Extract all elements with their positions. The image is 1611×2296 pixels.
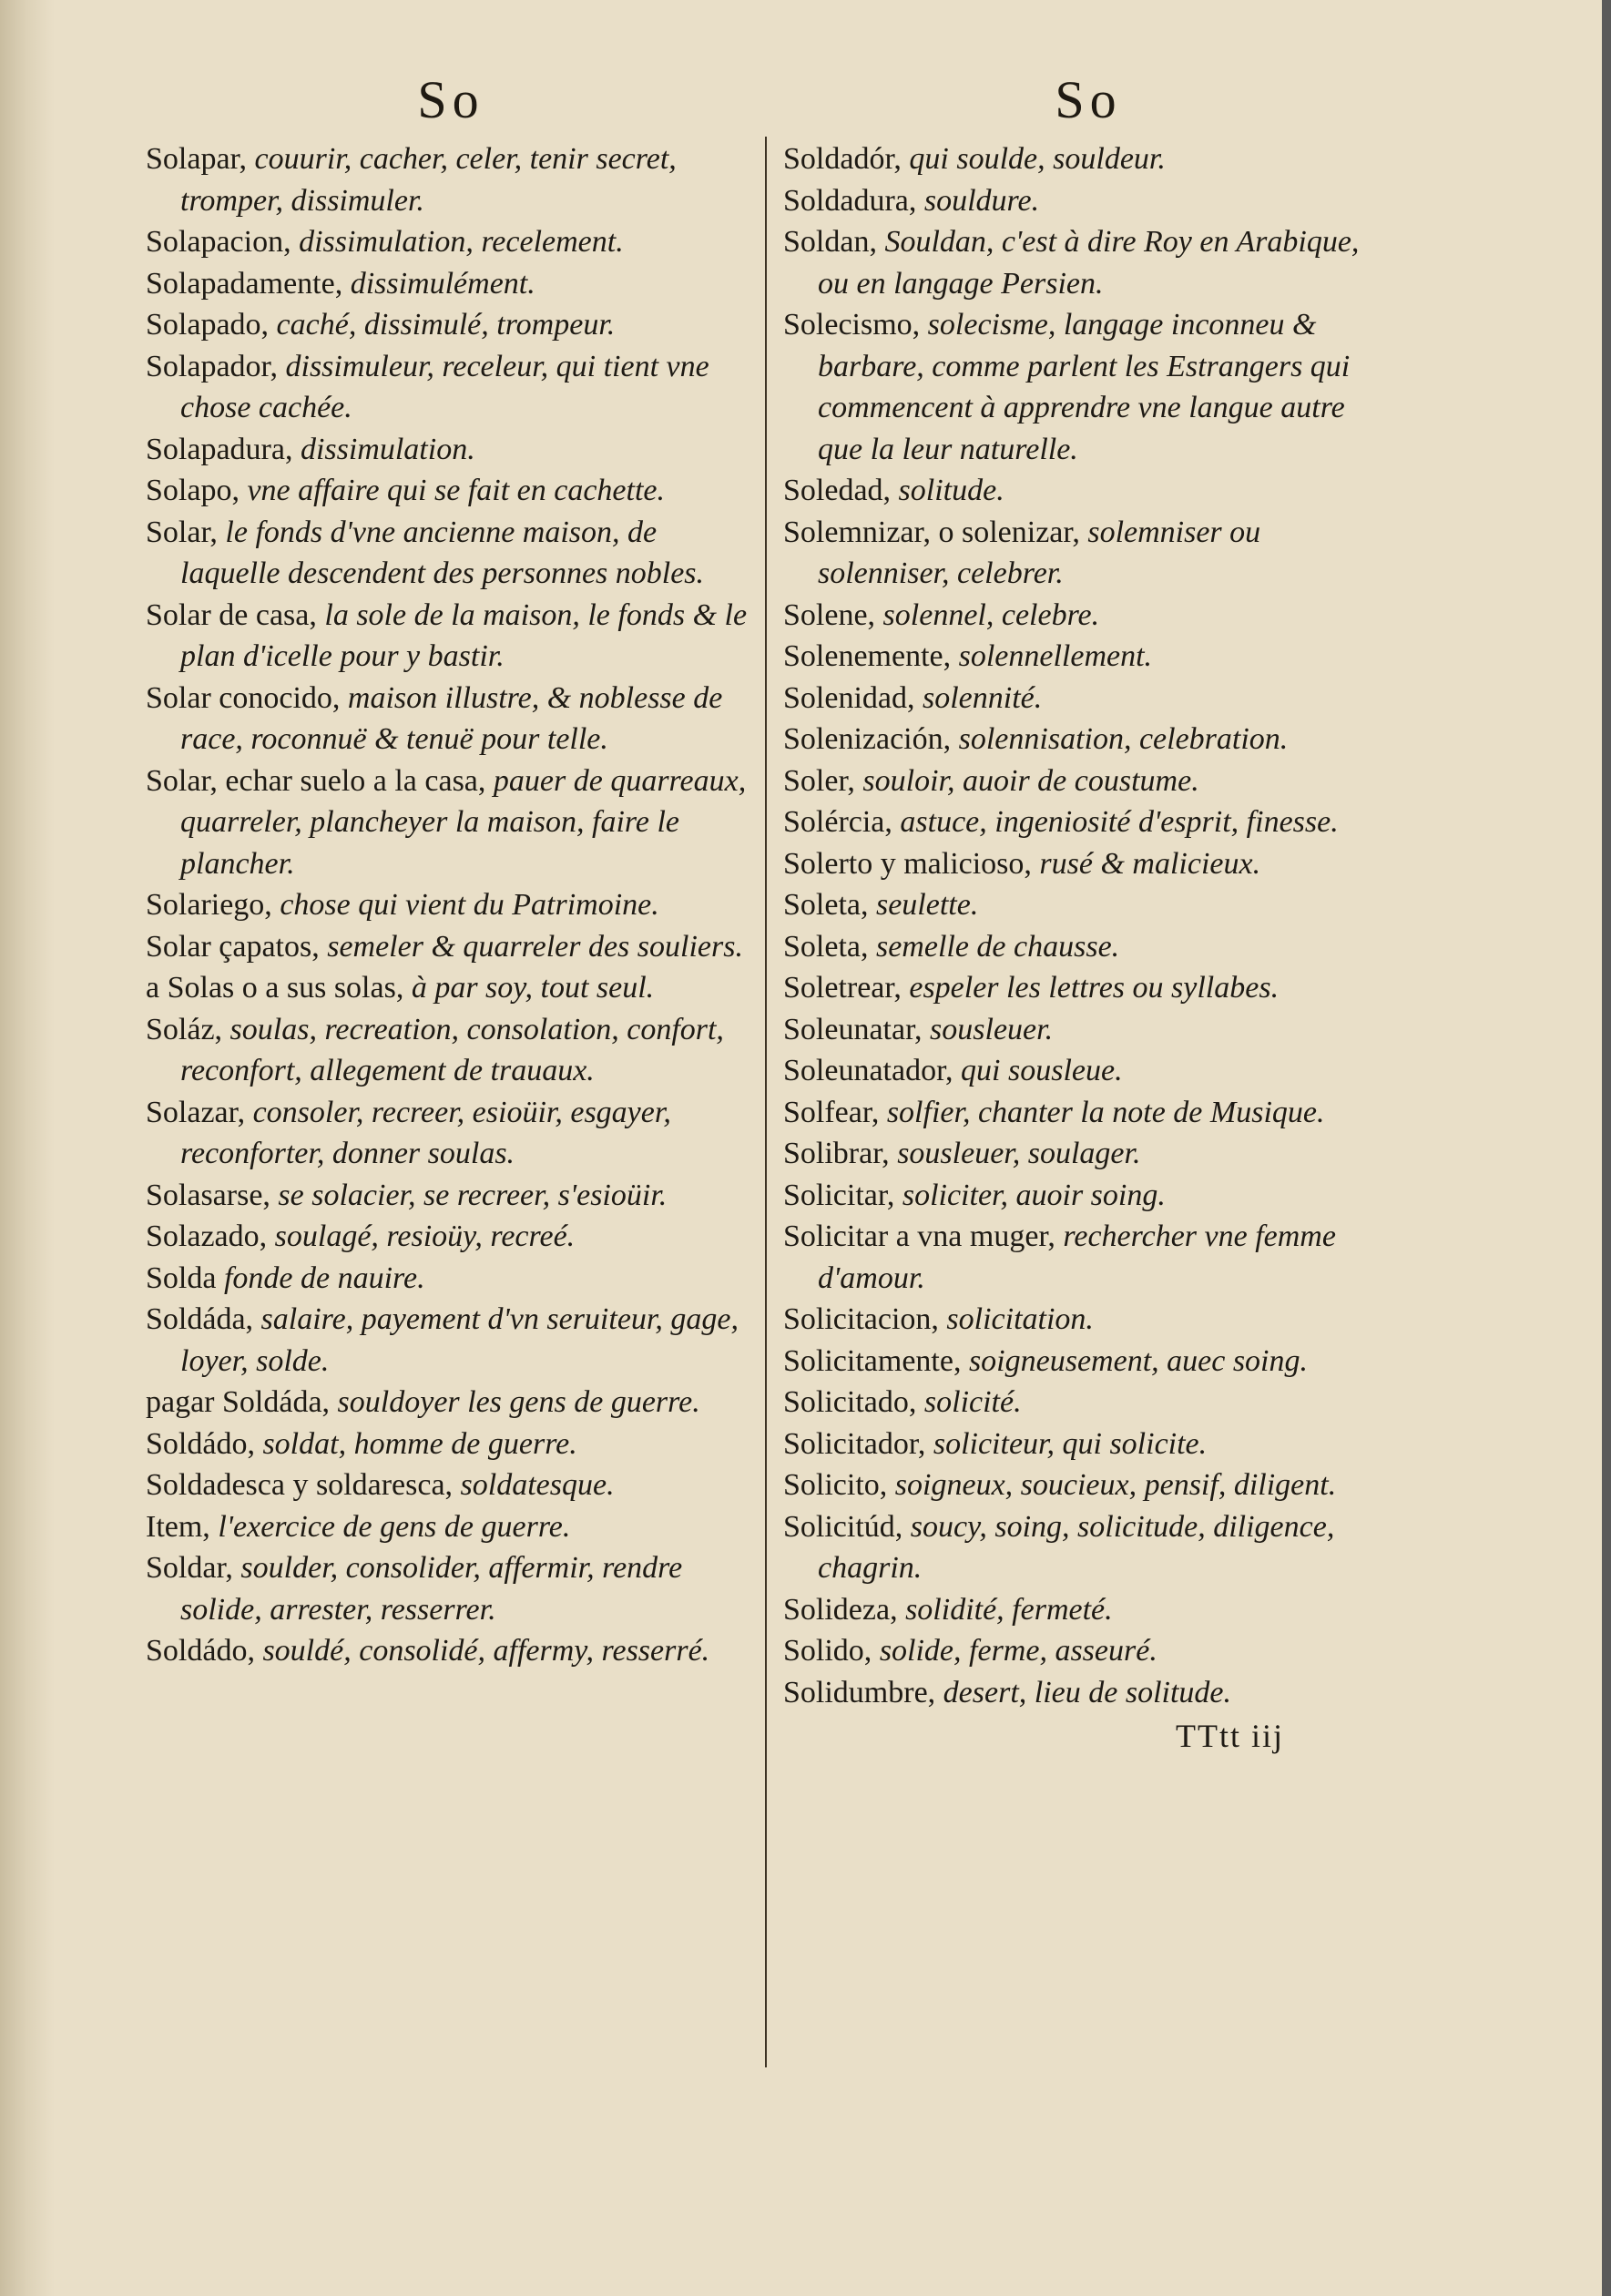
entry-headword: Solicitamente, [783, 1343, 969, 1378]
entry-headword: Solapo, [146, 474, 248, 507]
entry-definition: astuce, ingeniosité d'esprit, finesse. [900, 805, 1339, 839]
entry-definition: sousleuer. [930, 1012, 1054, 1046]
dictionary-entry [783, 719, 1393, 760]
entry-definition: la sole de la maison, le fonds & le plan d'icelle pour y bastir. [180, 597, 748, 673]
entry-definition: rechercher vne femme d'amour. [818, 1219, 1336, 1295]
entry-headword: Solar conocido, [146, 680, 348, 715]
dictionary-entry [146, 967, 756, 1009]
entry-definition: souldoyer les gens de guerre. [337, 1385, 700, 1419]
dictionary-entry [783, 1382, 1393, 1424]
entry-headword: Soler, [783, 763, 863, 798]
entry-headword: Soláz, [146, 1012, 230, 1046]
entry-definition: souloir, auoir de coustume. [862, 763, 1199, 798]
dictionary-entry [783, 1672, 1393, 1714]
entry-definition: soldatesque. [460, 1468, 615, 1502]
entry-definition: semeler & quarreler des souliers. [327, 929, 743, 964]
entry-headword: Solicitar a vna muger, [783, 1219, 1064, 1253]
dictionary-entry [146, 304, 756, 346]
dictionary-entry [783, 1506, 1393, 1589]
entry-definition: dissimulément. [350, 266, 535, 301]
dictionary-entry [783, 1009, 1393, 1051]
entry-definition: vne affaire qui se fait en cachette. [247, 474, 665, 507]
entry-definition: chose qui vient du Patrimoine. [280, 888, 659, 922]
dictionary-entry [146, 470, 756, 512]
entry-headword: Solapado, [146, 308, 277, 342]
entry-definition: fonde de nauire. [223, 1260, 425, 1295]
dictionary-entry [783, 470, 1393, 512]
entry-headword: Solideza, [783, 1592, 906, 1627]
entry-headword: Soldáda, [146, 1302, 261, 1336]
entry-definition: solide, ferme, asseuré. [879, 1634, 1157, 1668]
dictionary-entry [783, 884, 1393, 926]
entry-headword: Solicitúd, [783, 1509, 911, 1544]
entry-headword: Solido, [783, 1634, 880, 1668]
right-running-header: So [1055, 70, 1122, 129]
entry-headword: Soldar, [146, 1551, 241, 1585]
entry-headword: Solerto y malicioso, [783, 846, 1040, 881]
dictionary-entry [783, 967, 1393, 1009]
dictionary-entry [146, 926, 756, 968]
entry-headword: Solibrar, [783, 1137, 898, 1170]
entry-headword: Solar de casa, [146, 597, 325, 632]
entry-definition: couurir, cacher, celer, tenir secret, tromper, dissimuler. [180, 142, 677, 218]
dictionary-entry [783, 1175, 1393, 1217]
entry-headword: Solenidad, [783, 680, 923, 715]
entry-definition: soucy, soing, solicitude, diligence, chagrin. [818, 1509, 1335, 1585]
dictionary-entry [146, 595, 756, 678]
entry-definition: sousleuer, soulager. [897, 1137, 1141, 1170]
right-column [783, 64, 1393, 1755]
dictionary-entry [783, 1424, 1393, 1465]
left-running-header: So [417, 70, 484, 129]
dictionary-entry [146, 1424, 756, 1465]
dictionary-entry [783, 1216, 1393, 1299]
dictionary-entry [146, 1547, 756, 1630]
entry-definition: qui sousleue. [961, 1054, 1123, 1087]
entry-definition: seulette. [875, 888, 979, 922]
entry-definition: souldé, consolidé, affermy, resserré. [262, 1634, 710, 1668]
dictionary-entry [783, 512, 1393, 595]
dictionary-entry [783, 926, 1393, 968]
entry-headword: Soldadesca y soldaresca, [146, 1468, 461, 1502]
entry-headword: Solene, [783, 597, 883, 632]
entry-headword: Soleunatar, [783, 1012, 931, 1046]
dictionary-entry [783, 843, 1393, 885]
entry-headword: Soleta, [783, 929, 876, 964]
dictionary-entry [146, 429, 756, 471]
entry-headword: Solicito, [783, 1468, 895, 1502]
entry-headword: Solicitador, [783, 1426, 933, 1461]
entry-definition: solecisme, langage inconneu & barbare, comme parlent les Estrangers qui commencent à apprendre vne langue autre que la leur naturelle. [818, 308, 1351, 466]
dictionary-entry [783, 760, 1393, 802]
dictionary-entry [146, 1630, 756, 1672]
entry-headword: Solicitar, [783, 1178, 902, 1212]
dictionary-entry [146, 512, 756, 595]
left-entry-list [146, 138, 756, 1672]
dictionary-entry [783, 1092, 1393, 1134]
entry-headword: pagar Soldáda, [146, 1385, 338, 1419]
dictionary-entry [146, 884, 756, 926]
entry-headword: Solércia, [783, 805, 901, 839]
entry-headword: Solicitacion, [783, 1302, 947, 1336]
entry-definition: soulas, recreation, consolation, confort, reconfort, allegement de trauaux. [180, 1012, 724, 1087]
entry-definition: dissimulation. [300, 432, 475, 466]
entry-headword: Solecismo, [783, 308, 928, 342]
dictionary-entry [146, 346, 756, 429]
entry-definition: souldure. [923, 183, 1040, 218]
entry-definition: solennellement. [958, 639, 1153, 673]
dictionary-entry [146, 1092, 756, 1175]
dictionary-entry [146, 1216, 756, 1258]
entry-headword: Soleunatador, [783, 1054, 962, 1087]
entry-definition: maison illustre, & noblesse de race, roconnuë & tenuë pour telle. [180, 680, 723, 756]
dictionary-entry [146, 1258, 756, 1300]
left-column [146, 64, 756, 1672]
entry-definition: rusé & malicieux. [1039, 846, 1261, 881]
entry-headword: Soldan, [783, 225, 885, 259]
entry-definition: soigneux, soucieux, pensif, diligent. [894, 1468, 1337, 1502]
entry-definition: à par soy, tout seul. [411, 971, 655, 1005]
entry-definition: solicitation. [946, 1302, 1094, 1336]
right-entry-list [783, 138, 1393, 1713]
entry-headword: Item, [146, 1509, 219, 1544]
entry-definition: solemniser ou solenniser, celebrer. [818, 515, 1261, 590]
dictionary-entry [146, 1382, 756, 1424]
entry-headword: Solazado, [146, 1219, 275, 1253]
dictionary-entry [146, 221, 756, 263]
entry-definition: solicité. [923, 1385, 1022, 1419]
entry-headword: Solfear, [783, 1095, 887, 1129]
dictionary-entry [783, 1299, 1393, 1341]
entry-definition: desert, lieu de solitude. [943, 1675, 1231, 1709]
entry-headword: Solapadamente, [146, 266, 351, 301]
entry-definition: pauer de quarreaux, quarreler, plancheyer la maison, faire le plancher. [180, 763, 747, 881]
dictionary-entry [783, 1464, 1393, 1506]
entry-headword: Solapador, [146, 349, 286, 383]
dictionary-entry [783, 1050, 1393, 1092]
entry-definition: qui soulde, souldeur. [909, 142, 1166, 176]
entry-headword: Solapadura, [146, 432, 301, 466]
entry-headword: a Solas o a sus solas, [146, 971, 412, 1005]
entry-headword: Solenización, [783, 722, 959, 756]
entry-definition: espeler les lettres ou syllabes. [909, 971, 1280, 1005]
entry-definition: solitude. [898, 474, 1004, 507]
dictionary-entry [146, 263, 756, 305]
dictionary-entry [783, 678, 1393, 719]
entry-definition: soigneusement, auec soing. [968, 1343, 1308, 1378]
entry-headword: Soledad, [783, 474, 899, 507]
signature-mark: TTtt iij [1176, 1718, 1284, 1754]
entry-definition: dissimulation, recelement. [299, 225, 624, 259]
entry-headword: Soldadór, [783, 142, 910, 176]
dictionary-entry [783, 304, 1393, 470]
dictionary-entry [146, 1506, 756, 1548]
entry-definition: salaire, payement d'vn seruiteur, gage, loyer, solde. [180, 1302, 739, 1378]
entry-headword: Solda [146, 1260, 224, 1295]
entry-definition: l'exercice de gens de guerre. [218, 1509, 571, 1544]
entry-headword: Solapacion, [146, 225, 300, 259]
dictionary-entry [783, 801, 1393, 843]
entry-definition: soulagé, resioüy, recreé. [274, 1219, 576, 1253]
entry-headword: Soleta, [783, 888, 876, 922]
dictionary-entry [146, 678, 756, 760]
entry-headword: Solidumbre, [783, 1675, 943, 1709]
column-divider [765, 137, 767, 2067]
entry-definition: solennité. [922, 680, 1043, 715]
entry-headword: Solapar, [146, 142, 255, 176]
entry-definition: soldat, homme de guerre. [262, 1426, 577, 1461]
entry-headword: Soldádo, [146, 1634, 263, 1668]
entry-headword: Solazar, [146, 1095, 253, 1129]
dictionary-entry [146, 1464, 756, 1506]
entry-definition: solennisation, celebration. [958, 722, 1289, 756]
entry-headword: Solenemente, [783, 639, 959, 673]
entry-definition: le fonds d'vne ancienne maison, de laquelle descendent des personnes nobles. [180, 515, 705, 590]
entry-definition: consoler, recreer, esioüir, esgayer, reconforter, donner soulas. [180, 1095, 671, 1170]
entry-definition: solidité, fermeté. [905, 1592, 1113, 1627]
dictionary-entry [783, 1133, 1393, 1175]
entry-definition: solennel, celebre. [882, 597, 1100, 632]
dictionary-entry [146, 1175, 756, 1217]
entry-headword: Soldadura, [783, 183, 924, 218]
dictionary-entry [146, 1009, 756, 1092]
dictionary-entry [783, 221, 1393, 304]
entry-definition: se solacier, se recreer, s'esioüir. [278, 1178, 668, 1212]
entry-definition: solfier, chanter la note de Musique. [886, 1095, 1325, 1129]
dictionary-entry [146, 1299, 756, 1382]
dictionary-entry [783, 595, 1393, 637]
entry-headword: Solicitado, [783, 1385, 924, 1419]
entry-headword: Solemnizar, o solenizar, [783, 515, 1088, 549]
dictionary-entry [146, 138, 756, 221]
entry-headword: Solasarse, [146, 1178, 279, 1212]
entry-headword: Soldádo, [146, 1426, 263, 1461]
entry-definition: soulder, consolider, affermir, rendre solide, arrester, resserrer. [180, 1551, 683, 1627]
entry-headword: Solariego, [146, 888, 280, 922]
entry-definition: dissimuleur, receleur, qui tient vne chose cachée. [180, 349, 709, 424]
dictionary-entry [146, 760, 756, 885]
entry-definition: caché, dissimulé, trompeur. [276, 308, 616, 342]
dictionary-entry [783, 1341, 1393, 1383]
entry-definition: Souldan, c'est à dire Roy en Arabique, ou en langage Persien. [818, 225, 1360, 301]
entry-headword: Solar çapatos, [146, 929, 328, 964]
dictionary-entry [783, 636, 1393, 678]
dictionary-entry [783, 180, 1393, 222]
entry-definition: soliciteur, qui solicite. [933, 1426, 1208, 1461]
entry-headword: Solar, echar suelo a la casa, [146, 763, 494, 798]
dictionary-entry [783, 1630, 1393, 1672]
dictionary-entry [783, 138, 1393, 180]
entry-headword: Solar, [146, 515, 226, 549]
entry-definition: soliciter, auoir soing. [902, 1178, 1166, 1212]
entry-definition: semelle de chausse. [875, 929, 1120, 964]
entry-headword: Soletrear, [783, 971, 910, 1005]
dictionary-entry [783, 1589, 1393, 1631]
